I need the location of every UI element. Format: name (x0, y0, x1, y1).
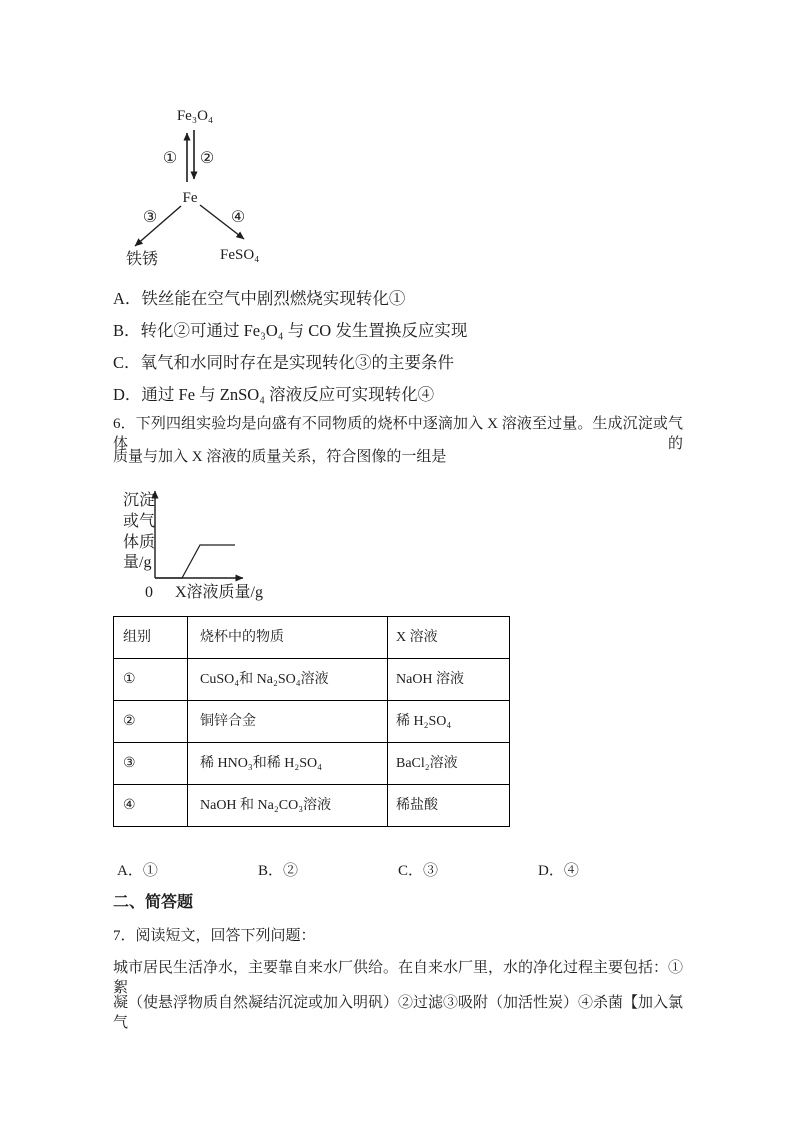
precipitate-gas-mass-chart (110, 478, 290, 608)
q7-intro: 7．阅读短文，回答下列问题： (113, 928, 316, 944)
table-row (114, 701, 510, 743)
header-group: 组别 (114, 617, 188, 659)
label-circle-1: ① (162, 150, 178, 167)
q6-table (113, 616, 510, 827)
header-x-solution: X 溶液 (388, 617, 510, 659)
iron-conversion-diagram (105, 100, 330, 272)
cell-solution-2: 稀 H₂SO₄ (388, 701, 510, 743)
y-axis-label-line3: 体质 (123, 534, 156, 551)
q5-option-a: A．铁丝能在空气中剧烈燃烧实现转化① (113, 289, 406, 308)
y-axis-label-line2: 或气 (123, 513, 156, 530)
q7-paragraph-line2: 凝（使悬浮物质自然凝结沉淀或加入明矾）②过滤③吸附（加活性炭）④杀菌【加入氯气 (113, 995, 684, 1031)
label-circle-4: ④ (230, 209, 246, 226)
y-axis-label-line1: 沉淀 (123, 492, 156, 509)
q6-stem-line2: 质量与加入 X 溶液的质量关系，符合图像的一组是 (113, 449, 447, 465)
label-circle-3: ③ (142, 209, 158, 226)
table-header-row (114, 617, 510, 659)
cell-substance-1: CuSO₄和 Na₂SO₄溶液 (188, 659, 388, 701)
cell-solution-3: BaCl₂溶液 (388, 743, 510, 785)
cell-group-1: ① (114, 659, 188, 701)
cell-solution-1: NaOH 溶液 (388, 659, 510, 701)
q5-option-d: D．通过 Fe 与 ZnSO₄ 溶液反应可实现转化④ (113, 385, 435, 404)
q5-option-c: C．氧气和水同时存在是实现转化③的主要条件 (113, 353, 455, 372)
node-fe: Fe (182, 190, 198, 206)
section-2-heading: 二、简答题 (113, 894, 194, 911)
cell-substance-3: 稀 HNO₃和稀 H₂SO₄ (188, 743, 388, 785)
origin-label: 0 (145, 584, 153, 601)
node-rust: 铁锈 (126, 251, 159, 268)
q6-answer-a: A．① (117, 863, 158, 879)
cell-solution-4: 稀盐酸 (388, 785, 510, 827)
label-circle-2: ② (199, 150, 215, 167)
table-row (114, 785, 510, 827)
q7-paragraph-line1: 城市居民生活净水，主要靠自来水厂供给。在自来水厂里，水的净化过程主要包括：①絮 (113, 960, 684, 996)
y-axis-label-line4: 量/g (123, 554, 152, 571)
chart-curve (155, 545, 235, 578)
q6-answer-d: D．④ (538, 863, 579, 879)
cell-group-3: ③ (114, 743, 188, 785)
cell-group-4: ④ (114, 785, 188, 827)
header-beaker-substance: 烧杯中的物质 (188, 617, 388, 659)
table-row (114, 659, 510, 701)
table-row (114, 743, 510, 785)
q6-answer-b: B．② (258, 863, 299, 879)
x-axis-label: X溶液质量/g (175, 584, 264, 601)
node-feso4: FeSO₄ (220, 247, 260, 263)
q6-answer-c: C．③ (398, 863, 439, 879)
cell-substance-4: NaOH 和 Na₂CO₃溶液 (188, 785, 388, 827)
node-fe3o4: Fe₃O₄ (176, 108, 214, 124)
q5-option-b: B．转化②可通过 Fe₃O₄ 与 CO 发生置换反应实现 (113, 321, 468, 340)
q6-stem-line1: 6．下列四组实验均是向盛有不同物质的烧杯中逐滴加入 X 溶液至过量。生成沉淀或气体的 (113, 416, 683, 452)
cell-substance-2: 铜锌合金 (188, 701, 388, 743)
cell-group-2: ② (114, 701, 188, 743)
